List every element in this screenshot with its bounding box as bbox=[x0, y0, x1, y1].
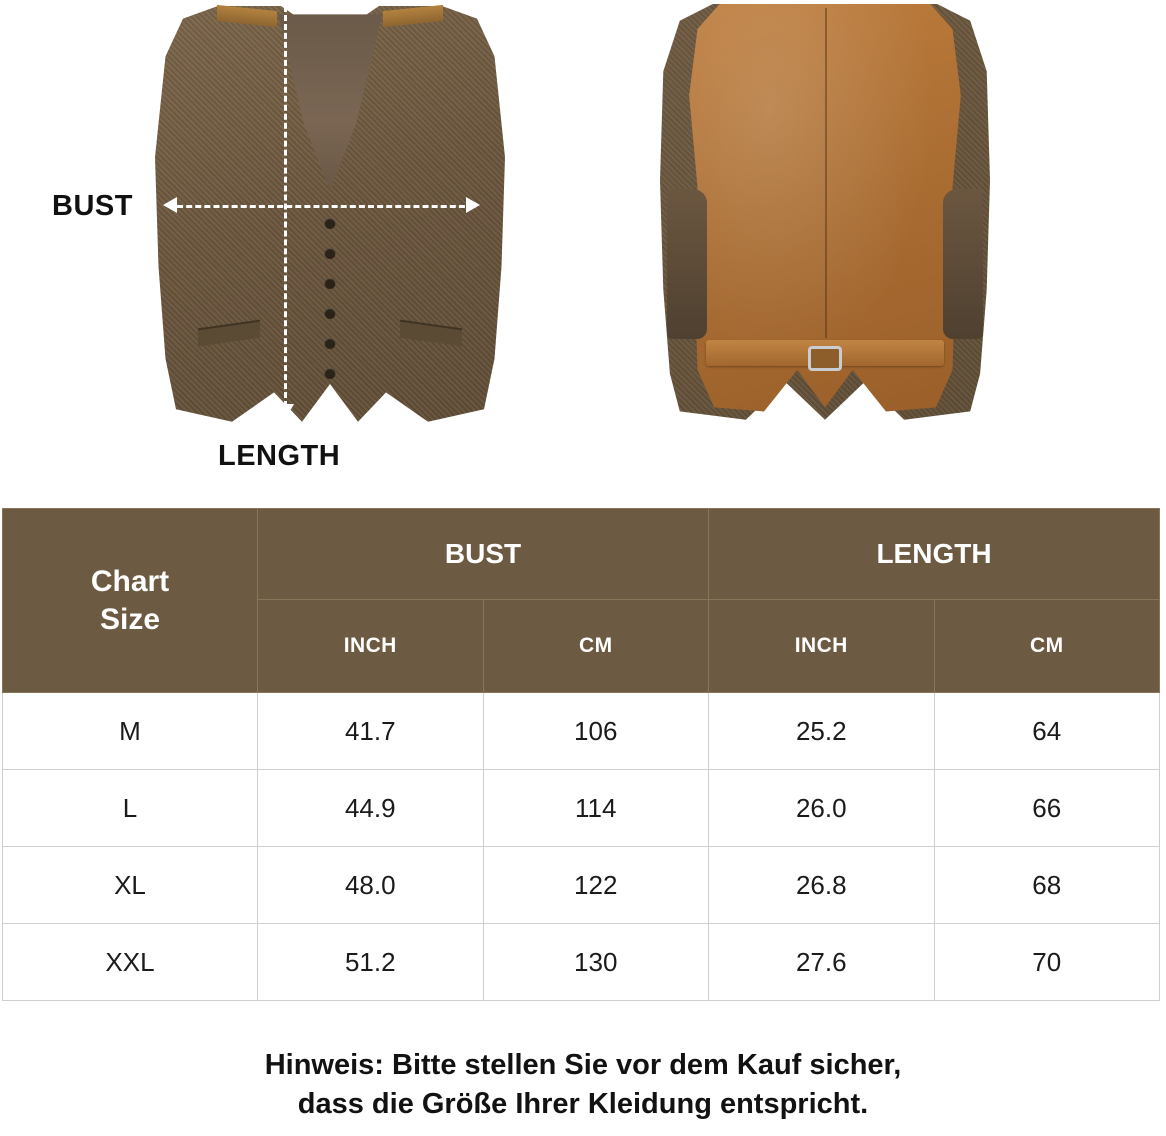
cell-bust-inch: 41.7 bbox=[258, 693, 484, 770]
cell-size: L bbox=[3, 770, 258, 847]
table-row bbox=[3, 693, 1160, 770]
arrow-left-icon bbox=[163, 197, 177, 213]
size-chart-table-wrap bbox=[2, 508, 1160, 1001]
header-bust-inch: INCH bbox=[258, 600, 484, 693]
vest-button-placket bbox=[325, 218, 336, 398]
vest-button bbox=[325, 218, 336, 229]
table-row bbox=[3, 847, 1160, 924]
table-row bbox=[3, 924, 1160, 1001]
size-note-line-1: Hinweis: Bitte stellen Sie vor dem Kauf sicher, bbox=[264, 1049, 902, 1081]
header-chart-size-line1: Chart bbox=[90, 565, 170, 598]
length-measure-guide bbox=[284, 6, 287, 416]
cell-length-inch: 26.0 bbox=[709, 770, 935, 847]
vest-button bbox=[325, 308, 336, 319]
vest-button bbox=[325, 278, 336, 289]
vest-illustrations bbox=[0, 0, 1166, 500]
cell-bust-cm: 122 bbox=[483, 847, 709, 924]
cell-bust-inch: 44.9 bbox=[258, 770, 484, 847]
cell-size: XL bbox=[3, 847, 258, 924]
size-note bbox=[0, 1046, 1166, 1124]
vest-button bbox=[325, 368, 336, 379]
size-chart-table bbox=[2, 508, 1160, 1001]
vest-button bbox=[325, 248, 336, 259]
header-chart-size-line2: Size bbox=[99, 602, 161, 636]
cell-length-cm: 68 bbox=[934, 847, 1160, 924]
vest-back-view bbox=[660, 4, 990, 424]
vest-button bbox=[325, 338, 336, 349]
cell-length-inch: 27.6 bbox=[709, 924, 935, 1001]
cell-bust-cm: 106 bbox=[483, 693, 709, 770]
cell-bust-inch: 51.2 bbox=[258, 924, 484, 1001]
cell-bust-cm: 130 bbox=[483, 924, 709, 1001]
bust-label: BUST bbox=[52, 190, 133, 222]
buckle-icon bbox=[808, 346, 842, 371]
arrow-right-icon bbox=[466, 197, 480, 213]
cell-bust-cm: 114 bbox=[483, 770, 709, 847]
header-bust-cm: CM bbox=[483, 600, 709, 693]
header-length-cm: CM bbox=[934, 600, 1160, 693]
size-chart-body bbox=[3, 693, 1160, 1001]
size-chart-header-row-1 bbox=[3, 509, 1160, 600]
size-chart-head bbox=[3, 509, 1160, 693]
cell-length-inch: 25.2 bbox=[709, 693, 935, 770]
cell-length-inch: 26.8 bbox=[709, 847, 935, 924]
table-row bbox=[3, 770, 1160, 847]
header-length-inch: INCH bbox=[709, 600, 935, 693]
cell-size: XXL bbox=[3, 924, 258, 1001]
size-note-line-2: dass die Größe Ihrer Kleidung entspricht. bbox=[297, 1088, 869, 1121]
arrow-down-icon bbox=[276, 404, 294, 420]
vest-front-view bbox=[155, 6, 505, 426]
vest-side-panel-left bbox=[667, 189, 707, 339]
vest-back-seam bbox=[825, 8, 827, 338]
cell-size: M bbox=[3, 693, 258, 770]
cell-bust-inch: 48.0 bbox=[258, 847, 484, 924]
cell-length-cm: 66 bbox=[934, 770, 1160, 847]
vest-side-panel-right bbox=[943, 189, 983, 339]
cell-length-cm: 70 bbox=[934, 924, 1160, 1001]
bust-measure-guide bbox=[168, 205, 474, 208]
header-chart-size bbox=[3, 509, 258, 693]
header-group-length: LENGTH bbox=[709, 509, 1160, 600]
header-group-bust: BUST bbox=[258, 509, 709, 600]
length-label: LENGTH bbox=[218, 440, 341, 472]
cell-length-cm: 64 bbox=[934, 693, 1160, 770]
